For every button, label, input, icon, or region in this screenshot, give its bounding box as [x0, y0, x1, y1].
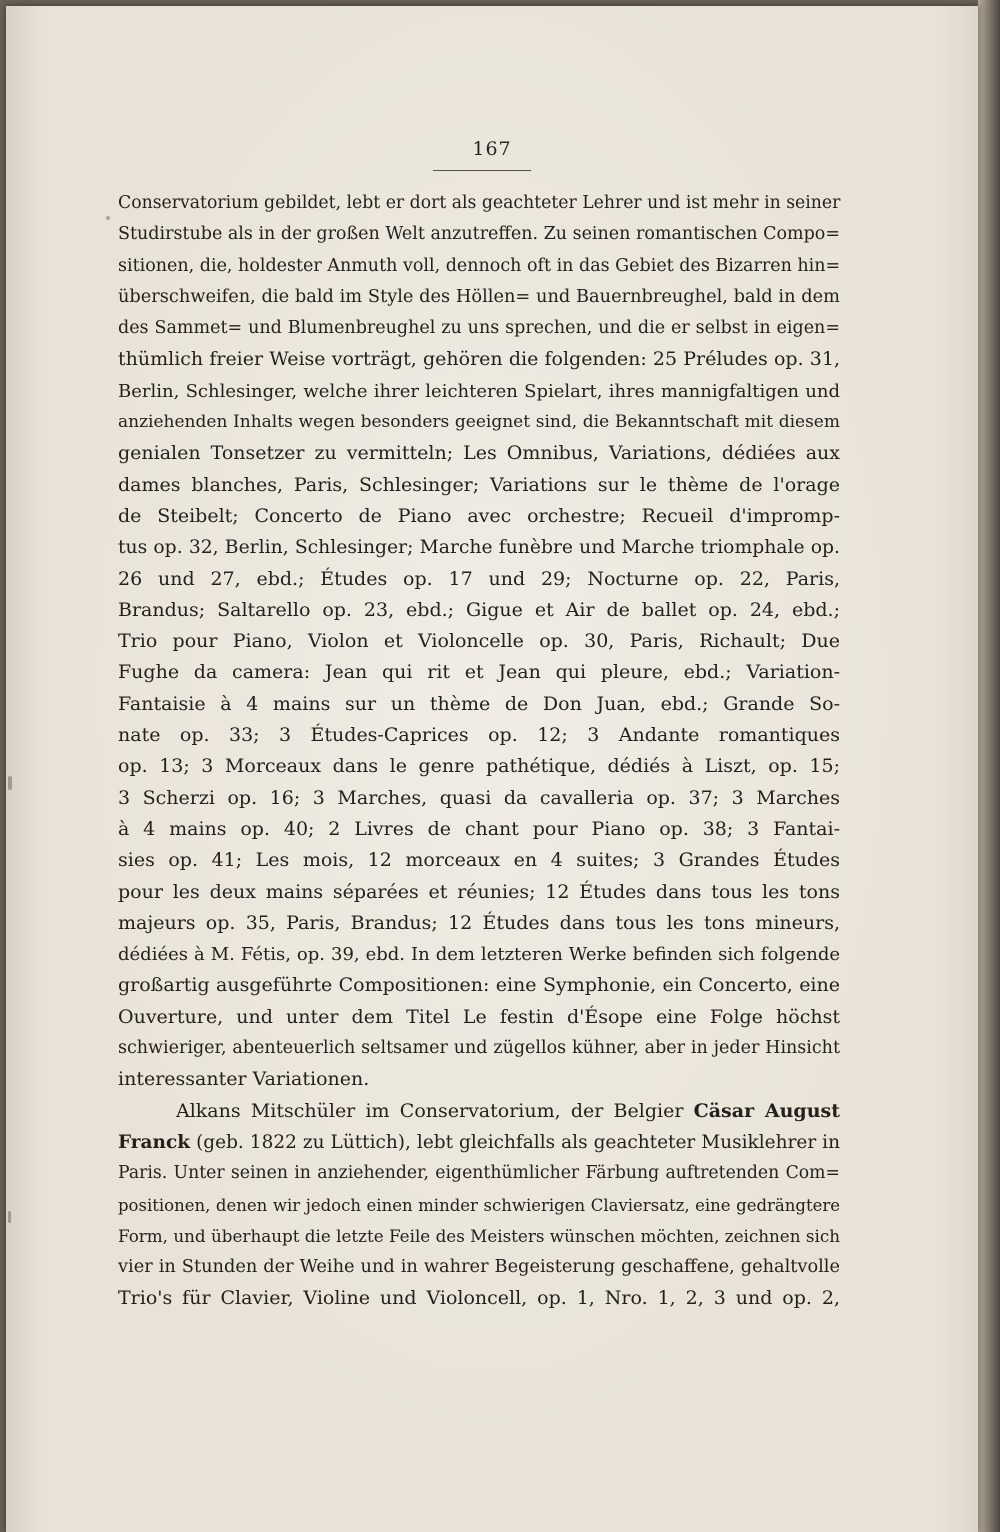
- text-line: pour les deux mains séparées et réunies; 12 Études dans tous les tons: [118, 880, 840, 903]
- text-run: Alkans Mitschüler im Conservatorium, der Belgier: [176, 1099, 684, 1122]
- text-line: de Steibelt; Concerto de Piano avec orchestre; Recueil d'impromp-: [118, 504, 840, 527]
- text-line: Paris. Unter seinen in anziehender, eigenthümlicher Färbung auftretenden Com=: [118, 1163, 840, 1184]
- text-line: 26 und 27, ebd.; Études op. 17 und 29; Nocturne op. 22, Paris,: [118, 567, 840, 590]
- book-page-edge: [978, 0, 1000, 1532]
- person-name: Cäsar August: [693, 1099, 840, 1122]
- text-line: großartig ausgeführte Compositionen: eine Symphonie, ein Concerto, eine: [118, 974, 840, 997]
- text-line: 3 Scherzi op. 16; 3 Marches, quasi da cavalleria op. 37; 3 Marches: [118, 786, 840, 809]
- text-line: anziehenden Inhalts wegen besonders geeignet sind, die Bekanntschaft mit diesem: [118, 412, 840, 433]
- text-line: Studirstube als in der großen Welt anzutreffen. Zu seinen romantischen Compo=: [118, 224, 840, 245]
- text-line: Trio's für Clavier, Violine und Violoncell, op. 1, Nro. 1, 2, 3 und op. 2,: [118, 1287, 840, 1310]
- text-line: sies op. 41; Les mois, 12 morceaux en 4 suites; 3 Grandes Études: [118, 849, 840, 872]
- person-name: Franck: [118, 1131, 191, 1153]
- paragraph-franck: [118, 1096, 840, 1315]
- text-line: genialen Tonsetzer zu vermitteln; Les Omnibus, Variations, dédiées aux: [118, 442, 840, 465]
- text-line: [118, 1127, 840, 1158]
- paper-spot: [8, 776, 12, 790]
- text-line: Trio pour Piano, Violon et Violoncelle op. 30, Paris, Richault; Due: [118, 630, 840, 653]
- text-line: Brandus; Saltarello op. 23, ebd.; Gigue et Air de ballet op. 24, ebd.;: [118, 598, 840, 621]
- text-line: Fughe da camera: Jean qui rit et Jean qui pleure, ebd.; Variation-: [118, 661, 840, 684]
- text-line: Fantaisie à 4 mains sur un thème de Don Juan, ebd.; Grande So-: [118, 692, 840, 715]
- text-line: dames blanches, Paris, Schlesinger; Variations sur le thème de l'orage: [118, 473, 840, 496]
- text-line: majeurs op. 35, Paris, Brandus; 12 Études dans tous les tons mineurs,: [118, 911, 840, 934]
- page-number: 167: [472, 138, 512, 160]
- body-text: [118, 188, 840, 1315]
- text-line: tus op. 32, Berlin, Schlesinger; Marche funèbre und Marche triomphale op.: [118, 537, 840, 559]
- text-line: [118, 1096, 840, 1127]
- text-line: überschweifen, die bald im Style des Höllen= und Bauernbreughel, bald in dem: [118, 286, 840, 307]
- text-line: vier in Stunden der Weihe und in wahrer Begeisterung geschaffene, gehaltvolle: [118, 1257, 840, 1278]
- text-line: des Sammet= und Blumenbreughel zu uns sprechen, und die er selbst in eigen=: [118, 318, 840, 339]
- text-line: op. 13; 3 Morceaux dans le genre pathétique, dédiés à Liszt, op. 15;: [118, 755, 840, 778]
- book-page: [6, 6, 978, 1532]
- text-line: thümlich freier Weise vorträgt, gehören die folgenden: 25 Préludes op. 31,: [118, 348, 840, 371]
- text-line: dédiées à M. Fétis, op. 39, ebd. In dem letzteren Werke befinden sich folgende: [118, 944, 840, 966]
- paper-spot: [106, 216, 110, 220]
- text-line: sitionen, die, holdester Anmuth voll, dennoch oft in das Gebiet des Bizarren hin=: [118, 255, 841, 276]
- text-line: schwieriger, abenteuerlich seltsamer und zügellos kühner, aber in jeder Hinsicht: [118, 1038, 840, 1059]
- paragraph-alkan: [118, 188, 840, 1096]
- header-rule: [433, 170, 531, 171]
- text-line: positionen, denen wir jedoch einen minder schwierigen Claviersatz, eine gedrängtere: [118, 1195, 840, 1215]
- text-run: (geb. 1822 zu Lüttich), lebt gleichfalls als geachteter Musiklehrer in: [196, 1131, 840, 1153]
- text-line: Ouverture, und unter dem Titel Le festin d'Ésope eine Folge höchst: [118, 1005, 840, 1028]
- text-line: interessanter Variationen.: [118, 1068, 370, 1091]
- text-line: nate op. 33; 3 Études-Caprices op. 12; 3 Andante romantiques: [118, 724, 840, 747]
- text-line: Conservatorium gebildet, lebt er dort als geachteter Lehrer und ist mehr in seiner: [118, 193, 841, 213]
- text-line: Berlin, Schlesinger, welche ihrer leichteren Spielart, ihres mannigfaltigen und: [118, 380, 840, 402]
- text-line: Form, und überhaupt die letzte Feile des Meisters wünschen möchten, zeichnen sich: [118, 1225, 840, 1246]
- paper-spot: [8, 1211, 11, 1223]
- text-line: à 4 mains op. 40; 2 Livres de chant pour Piano op. 38; 3 Fantai-: [118, 817, 840, 840]
